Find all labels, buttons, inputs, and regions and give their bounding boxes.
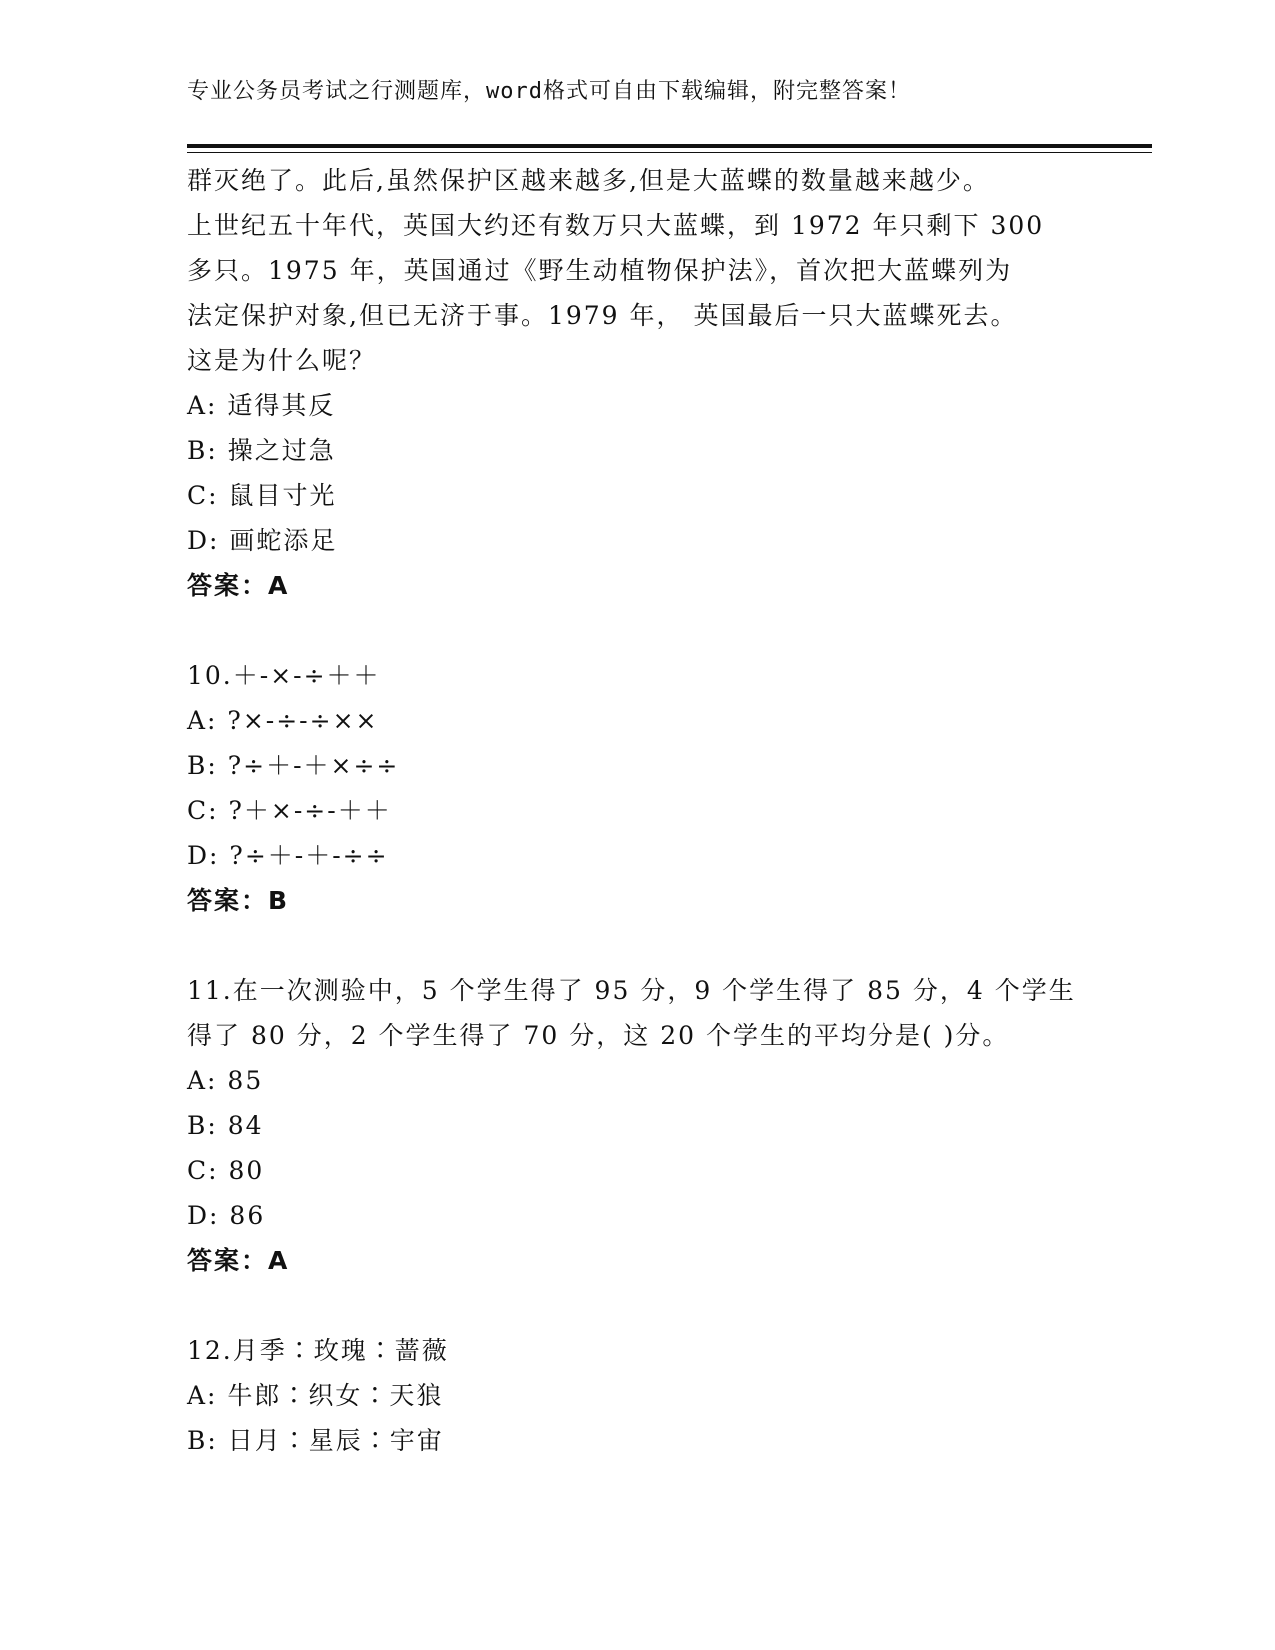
question-text-line: 群灭绝了。此后,虽然保护区越来越多,但是大蓝蝶的数量越来越少。 — [187, 166, 990, 195]
option-d: D: 86 — [187, 1201, 266, 1230]
document-body — [187, 158, 1087, 1463]
option-d: D: 画蛇添足 — [187, 526, 338, 555]
page-header: 专业公务员考试之行测题库，word格式可自由下载编辑，附完整答案！ — [187, 79, 911, 104]
option-c: C: ?＋×-÷-＋＋ — [187, 796, 392, 825]
option-c: C: 80 — [187, 1156, 265, 1185]
answer-label: 答案：B — [187, 886, 290, 915]
option-b: B: ?÷＋-＋×÷÷ — [187, 751, 400, 780]
question-stem: 12.月季∶玫瑰∶蔷薇 — [187, 1336, 449, 1365]
question-text-line: 得了 80 分，2 个学生得了 70 分，这 20 个学生的平均分是( )分。 — [187, 1021, 1010, 1050]
question-12 — [187, 1328, 1087, 1463]
option-b: B: 日月∶星辰∶宇宙 — [187, 1426, 444, 1455]
question-text-line: 法定保护对象,但已无济于事。1979 年， 英国最后一只大蓝蝶死去。 — [187, 301, 1018, 330]
answer-label: 答案：A — [187, 1246, 290, 1275]
question-text-line: 上世纪五十年代，英国大约还有数万只大蓝蝶，到 1972 年只剩下 300 — [187, 211, 1045, 240]
option-a: A: 85 — [187, 1066, 264, 1095]
option-d: D: ?÷＋-＋-÷÷ — [187, 841, 389, 870]
question-stem: 10.＋-×-÷＋＋ — [187, 661, 381, 690]
question-11 — [187, 968, 1087, 1283]
option-a: A: ?×-÷-÷×× — [187, 706, 379, 735]
option-b: B: 操之过急 — [187, 436, 336, 465]
header-rule-thin — [187, 152, 1152, 153]
question-10 — [187, 653, 1087, 923]
question-text-line: 11.在一次测验中，5 个学生得了 95 分，9 个学生得了 85 分，4 个学生 — [187, 976, 1076, 1005]
question-text-line: 多只。1975 年，英国通过《野生动植物保护法》，首次把大蓝蝶列为 — [187, 256, 1013, 285]
answer-label: 答案：A — [187, 571, 290, 600]
header-rule-thick — [187, 144, 1152, 148]
option-c: C: 鼠目寸光 — [187, 481, 337, 510]
option-b: B: 84 — [187, 1111, 264, 1140]
option-a: A: 适得其反 — [187, 391, 336, 420]
question-text-line: 这是为什么呢？ — [187, 346, 377, 375]
option-a: A: 牛郎∶织女∶天狼 — [187, 1381, 444, 1410]
question-9 — [187, 158, 1087, 608]
